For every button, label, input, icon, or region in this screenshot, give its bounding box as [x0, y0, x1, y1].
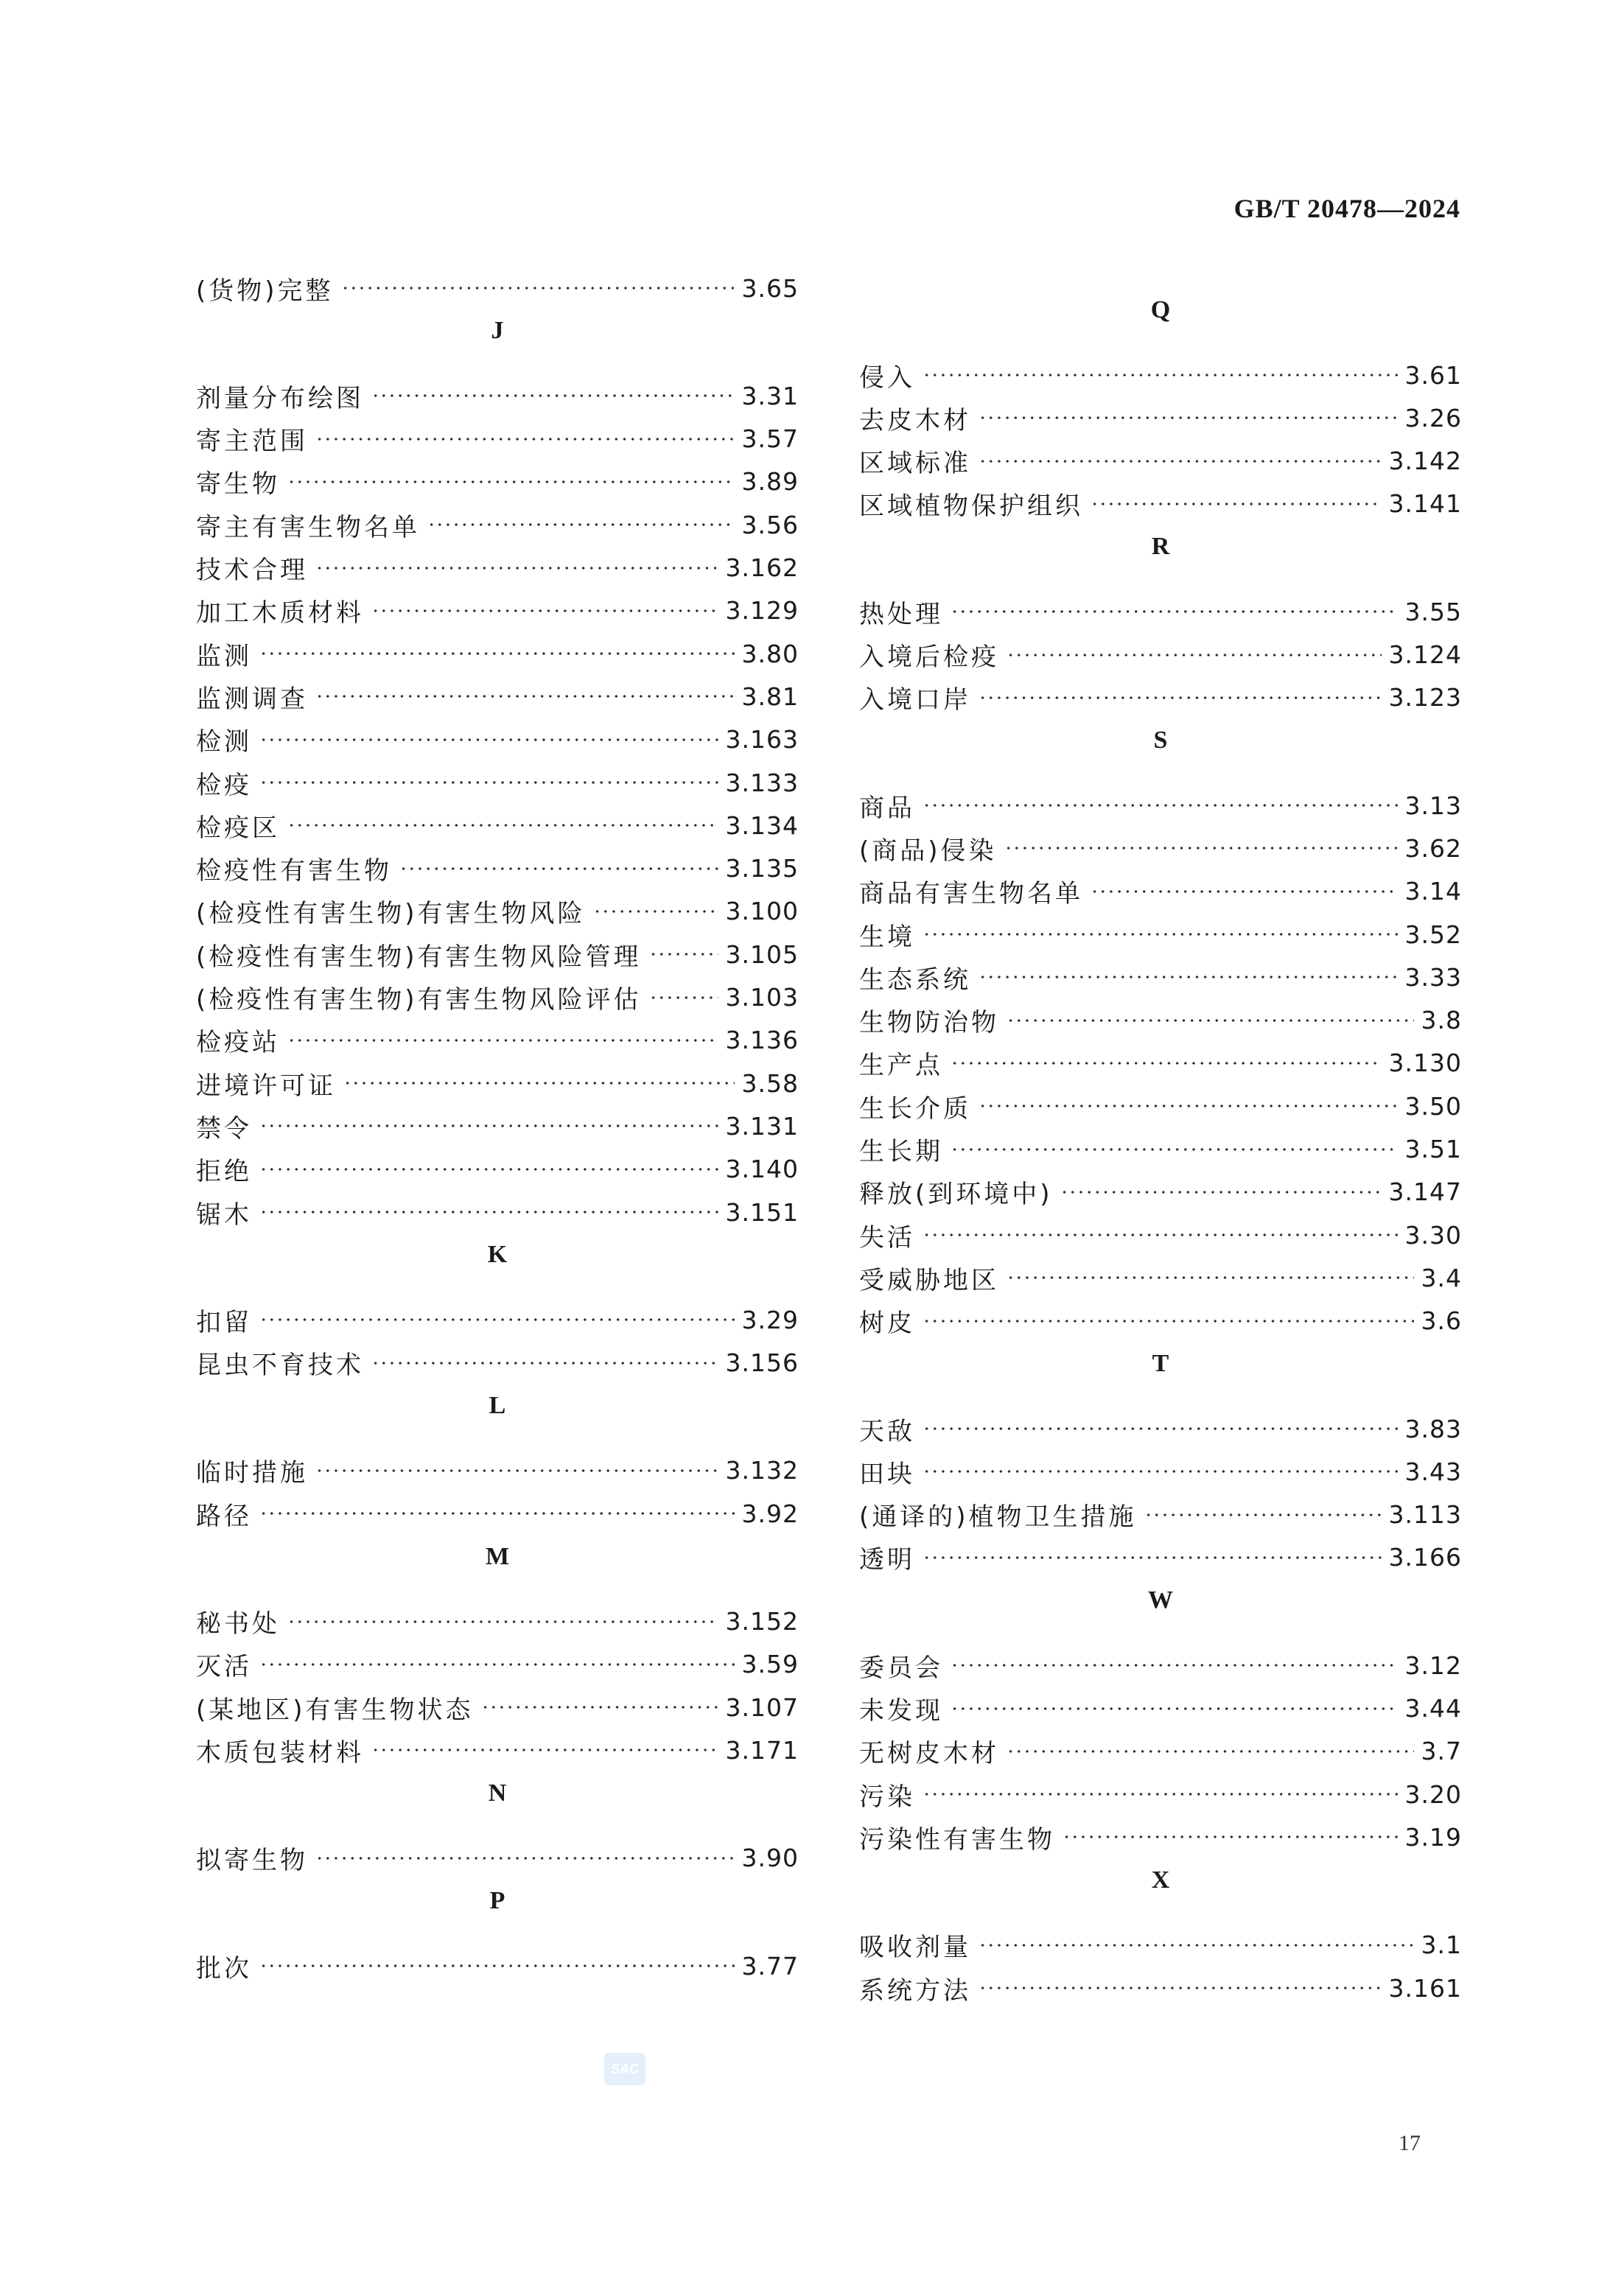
index-ref-number: 3.131: [725, 1111, 799, 1141]
index-term: 树皮: [859, 1309, 915, 1339]
index-ref-number: 3.31: [741, 381, 799, 410]
index-entry: [196, 1019, 799, 1062]
index-entry: [196, 1643, 799, 1686]
index-ref-number: 3.77: [741, 1951, 799, 1981]
index-term: 昆虫不育技术: [196, 1351, 364, 1381]
index-entry: [196, 374, 799, 417]
dot-leader: [287, 1620, 718, 1623]
index-entry: [196, 503, 799, 546]
index-entry: [859, 396, 1462, 439]
index-term: 透明: [859, 1545, 915, 1575]
section-letter: S: [1153, 727, 1168, 755]
index-term: 入境口岸: [859, 685, 971, 715]
index-ref-number: 3.58: [741, 1068, 799, 1098]
dot-leader: [923, 1233, 1398, 1236]
index-term: 批次: [196, 1953, 252, 1984]
section-letter: J: [491, 317, 504, 345]
index-term: 释放(到环境中): [859, 1180, 1053, 1210]
dot-leader: [343, 1082, 735, 1085]
index-entry: [859, 1214, 1462, 1256]
index-term: 生长期: [859, 1137, 943, 1166]
sac-watermark-logo: SAC: [604, 2053, 645, 2085]
dot-leader: [287, 480, 735, 483]
index-term: 检疫性有害生物: [196, 856, 392, 886]
index-ref-number: 3.103: [725, 983, 799, 1012]
dot-leader: [371, 609, 718, 612]
index-ref-number: 3.52: [1404, 920, 1462, 949]
index-entry: [196, 1492, 799, 1535]
dot-leader: [923, 1470, 1398, 1473]
dot-leader: [1007, 1019, 1414, 1022]
index-entry: [859, 784, 1462, 827]
index-term: 去皮木材: [859, 405, 971, 435]
dot-leader: [259, 1211, 718, 1214]
index-ref-number: 3.8: [1421, 1006, 1462, 1035]
index-ref-number: 3.107: [725, 1692, 799, 1722]
index-term: 区域标准: [859, 449, 971, 479]
dot-leader: [923, 1556, 1382, 1559]
index-ref-number: 3.140: [725, 1155, 799, 1184]
index-entry: [196, 890, 799, 933]
index-entry: [859, 913, 1462, 956]
index-ref-number: 3.151: [725, 1197, 799, 1227]
index-ref-number: 3.132: [725, 1456, 799, 1485]
section-letter: P: [489, 1887, 505, 1914]
index-ref-number: 3.30: [1404, 1220, 1462, 1250]
index-entry: [859, 676, 1462, 719]
index-term: 检疫: [196, 770, 252, 800]
index-entry: [859, 827, 1462, 869]
index-ref-number: 3.123: [1388, 683, 1462, 713]
index-entry: [196, 1148, 799, 1191]
index-term: 寄主有害生物名单: [196, 512, 420, 542]
section-letter: R: [1151, 533, 1170, 561]
index-entry: [859, 999, 1462, 1042]
index-entry: [859, 1494, 1462, 1536]
dot-leader: [1091, 890, 1398, 893]
index-term: 生物防治物: [859, 1008, 999, 1038]
dot-leader: [399, 867, 718, 870]
index-ref-number: 3.166: [1388, 1543, 1462, 1572]
index-term: (检疫性有害生物)有害生物风险评估: [196, 985, 642, 1015]
index-term: 秘书处: [196, 1609, 280, 1639]
index-entry: [859, 440, 1462, 483]
index-entry: [859, 483, 1462, 525]
index-entry: [196, 1729, 799, 1771]
index-entry: [196, 461, 799, 503]
index-entry: [196, 718, 799, 761]
index-term: 进境许可证: [196, 1071, 336, 1101]
index-ref-number: 3.19: [1404, 1822, 1462, 1852]
index-entry: [196, 418, 799, 461]
dot-leader: [371, 394, 735, 397]
dot-leader: [923, 804, 1398, 807]
dot-leader: [979, 416, 1398, 419]
dot-leader: [649, 953, 718, 956]
dot-leader: [979, 1944, 1414, 1947]
section-letter: M: [485, 1542, 510, 1570]
index-term: (通译的)植物卫生措施: [859, 1502, 1137, 1533]
index-ref-number: 3.62: [1404, 833, 1462, 863]
index-entry: [859, 634, 1462, 676]
index-term: 生境: [859, 922, 915, 952]
dot-leader: [481, 1706, 718, 1709]
index-ref-number: 3.90: [741, 1844, 799, 1873]
dot-leader: [427, 523, 735, 526]
index-ref-number: 3.50: [1404, 1091, 1462, 1121]
index-ref-number: 3.171: [725, 1735, 799, 1765]
index-entry: [196, 1191, 799, 1233]
dot-leader: [371, 1362, 718, 1365]
index-entry: [196, 675, 799, 718]
dot-leader: [951, 1664, 1398, 1667]
index-term: (某地区)有害生物状态: [196, 1695, 474, 1725]
index-ref-number: 3.1: [1421, 1930, 1462, 1960]
index-entry: [859, 1773, 1462, 1816]
dot-leader: [923, 933, 1398, 936]
index-entry: [859, 590, 1462, 633]
index-entry: [196, 1600, 799, 1643]
dot-leader: [259, 1512, 735, 1515]
index-entry: [196, 632, 799, 675]
index-term: 检疫站: [196, 1028, 280, 1058]
index-term: 监测调查: [196, 684, 308, 714]
index-term: 灭活: [196, 1652, 252, 1682]
index-ref-number: 3.12: [1404, 1650, 1462, 1680]
index-entry: [859, 1256, 1462, 1299]
dot-leader: [259, 1964, 735, 1967]
index-entry: [196, 1837, 799, 1880]
dot-leader: [649, 996, 718, 999]
dot-leader: [259, 652, 735, 655]
dot-leader: [979, 1105, 1398, 1107]
index-term: 商品有害生物名单: [859, 879, 1083, 909]
index-entry: [859, 1730, 1462, 1773]
index-ref-number: 3.4: [1421, 1263, 1462, 1292]
index-term: 检疫区: [196, 813, 280, 843]
dot-leader: [923, 1793, 1398, 1796]
index-term: 田块: [859, 1459, 915, 1489]
dot-leader: [315, 695, 735, 698]
dot-leader: [593, 910, 718, 913]
index-term: 商品: [859, 793, 915, 823]
section-letter: N: [488, 1779, 507, 1807]
index-entry: [859, 956, 1462, 998]
dot-leader: [259, 1168, 718, 1171]
section-letter: L: [489, 1391, 506, 1419]
index-term: 侵入: [859, 363, 915, 393]
dot-leader: [923, 374, 1398, 377]
index-ref-number: 3.113: [1388, 1500, 1462, 1530]
index-entry: [196, 804, 799, 847]
index-term: 入境后检疫: [859, 643, 999, 672]
dot-leader: [341, 287, 735, 290]
index-ref-number: 3.136: [725, 1026, 799, 1055]
index-entry: [196, 933, 799, 976]
index-entry: [859, 1450, 1462, 1493]
dot-leader: [1007, 654, 1382, 657]
index-term: 木质包装材料: [196, 1737, 364, 1768]
index-ref-number: 3.55: [1404, 597, 1462, 626]
index-term: 污染: [859, 1782, 915, 1812]
index-entry: [859, 1967, 1462, 2009]
index-entry: [196, 1686, 799, 1729]
index-term: 技术合理: [196, 556, 308, 585]
index-ref-number: 3.133: [725, 768, 799, 797]
index-ref-number: 3.80: [741, 639, 799, 668]
index-ref-number: 3.134: [725, 811, 799, 840]
index-term: 临时措施: [196, 1458, 308, 1488]
index-entry: [196, 267, 799, 309]
index-term: 寄生物: [196, 469, 280, 500]
index-term: 寄主范围: [196, 427, 308, 457]
index-ref-number: 3.51: [1404, 1135, 1462, 1163]
index-entry: [859, 1924, 1462, 1967]
index-entry: [859, 1687, 1462, 1730]
index-ref-number: 3.156: [725, 1348, 799, 1378]
dot-leader: [951, 1707, 1398, 1710]
index-ref-number: 3.59: [741, 1650, 799, 1679]
dot-leader: [923, 1320, 1414, 1323]
index-ref-number: 3.44: [1404, 1694, 1462, 1723]
index-ref-number: 3.163: [725, 725, 799, 755]
index-ref-number: 3.81: [741, 682, 799, 711]
section-letter: Q: [1150, 296, 1171, 323]
section-letter: W: [1148, 1586, 1173, 1614]
index-term: 拒绝: [196, 1157, 252, 1187]
index-entry: [196, 1342, 799, 1384]
index-entry: [859, 1171, 1462, 1214]
index-entry: [859, 1644, 1462, 1687]
index-ref-number: 3.65: [741, 273, 799, 303]
index-ref-number: 3.147: [1388, 1177, 1462, 1207]
index-entry: [859, 1300, 1462, 1342]
dot-leader: [923, 1427, 1398, 1430]
index-ref-number: 3.142: [1388, 447, 1462, 476]
index-ref-number: 3.6: [1421, 1306, 1462, 1336]
index-term: 锯木: [196, 1200, 252, 1230]
index-ref-number: 3.14: [1404, 877, 1462, 906]
index-entry: [196, 761, 799, 804]
index-entry: [859, 1085, 1462, 1127]
dot-leader: [315, 438, 735, 441]
index-entry: [196, 1449, 799, 1492]
index-ref-number: 3.161: [1388, 1973, 1462, 2003]
dot-leader: [1007, 1276, 1414, 1279]
dot-leader: [1060, 1191, 1382, 1194]
dot-leader: [287, 1039, 718, 1042]
index-term: 路径: [196, 1501, 252, 1531]
dot-leader: [979, 460, 1382, 463]
index-term: 失活: [859, 1222, 915, 1253]
index-term: 检测: [196, 727, 252, 757]
index-entry: [196, 1298, 799, 1341]
index-ref-number: 3.152: [725, 1607, 799, 1636]
dot-leader: [259, 1318, 735, 1321]
dot-leader: [259, 1663, 735, 1666]
index-term: 委员会: [859, 1653, 943, 1683]
dot-leader: [259, 738, 718, 741]
index-term: 无树皮木材: [859, 1739, 999, 1769]
dot-leader: [259, 1124, 718, 1127]
dot-leader: [979, 1986, 1382, 1989]
dot-leader: [1007, 1750, 1414, 1753]
index-entry: [859, 1407, 1462, 1450]
index-term: 吸收剂量: [859, 1933, 971, 1963]
dot-leader: [1091, 503, 1382, 505]
dot-leader: [951, 610, 1398, 613]
index-entry: [859, 1816, 1462, 1858]
standard-code: GB/T 20478—2024: [1233, 194, 1460, 223]
section-letter: K: [487, 1241, 508, 1269]
dot-leader: [979, 696, 1382, 699]
section-letter: T: [1152, 1350, 1169, 1377]
index-term: 扣留: [196, 1307, 252, 1337]
index-term: 拟寄生物: [196, 1846, 308, 1876]
index-entry: [859, 1536, 1462, 1579]
index-term: (检疫性有害生物)有害生物风险: [196, 899, 586, 929]
index-entry: [196, 1944, 799, 1987]
index-term: 区域植物保护组织: [859, 491, 1083, 522]
index-ref-number: 3.105: [725, 939, 799, 969]
index-ref-number: 3.124: [1388, 640, 1462, 669]
index-term: 受威胁地区: [859, 1265, 999, 1295]
index-term: 系统方法: [859, 1975, 971, 2006]
dot-leader: [979, 976, 1398, 979]
index-ref-number: 3.61: [1404, 360, 1462, 390]
index-ref-number: 3.141: [1388, 489, 1462, 519]
index-term: (货物)完整: [196, 276, 334, 306]
index-ref-number: 3.130: [1388, 1049, 1462, 1078]
dot-leader: [1063, 1835, 1398, 1838]
dot-leader: [287, 824, 718, 827]
index-ref-number: 3.89: [741, 467, 799, 497]
index-ref-number: 3.92: [741, 1499, 799, 1528]
dot-leader: [371, 1748, 718, 1751]
index-entry: [859, 870, 1462, 913]
dot-leader: [315, 567, 718, 570]
index-term: 天敌: [859, 1416, 915, 1446]
index-ref-number: 3.33: [1404, 962, 1462, 992]
index-entry: [196, 1105, 799, 1147]
index-ref-number: 3.135: [725, 854, 799, 883]
index-entry: [196, 847, 799, 890]
index-entry: [196, 589, 799, 632]
index-entry: [859, 1128, 1462, 1171]
index-term: (商品)侵染: [859, 836, 997, 866]
section-letter: X: [1151, 1866, 1170, 1894]
index-ref-number: 3.83: [1404, 1414, 1462, 1443]
index-term: 热处理: [859, 599, 943, 629]
dot-leader: [315, 1469, 718, 1472]
index-term: 禁令: [196, 1113, 252, 1144]
index-ref-number: 3.100: [725, 897, 799, 926]
dot-leader: [1144, 1513, 1382, 1516]
index-term: 污染性有害生物: [859, 1824, 1055, 1855]
index-term: 监测: [196, 641, 252, 671]
index-ref-number: 3.29: [741, 1305, 799, 1334]
index-ref-number: 3.26: [1404, 403, 1462, 433]
index-term: 生产点: [859, 1051, 943, 1081]
index-entry: [196, 547, 799, 589]
index-ref-number: 3.129: [725, 596, 799, 626]
dot-leader: [951, 1148, 1398, 1151]
index-entry: [859, 354, 1462, 396]
index-term: 生态系统: [859, 965, 971, 995]
dot-leader: [1004, 847, 1398, 850]
dot-leader: [315, 1857, 735, 1860]
index-ref-number: 3.43: [1404, 1457, 1462, 1486]
index-ref-number: 3.57: [741, 424, 799, 454]
index-term: 未发现: [859, 1696, 943, 1726]
index-entry: [196, 976, 799, 1019]
index-entry: [859, 1042, 1462, 1085]
index-term: 剂量分布绘图: [196, 383, 364, 413]
index-term: (检疫性有害生物)有害生物风险管理: [196, 942, 642, 972]
index-term: 生长介质: [859, 1093, 971, 1124]
index-ref-number: 3.162: [725, 553, 799, 582]
dot-leader: [259, 781, 718, 784]
page-number: 17: [1399, 2131, 1421, 2155]
index-ref-number: 3.7: [1421, 1737, 1462, 1766]
index-term: 加工木质材料: [196, 598, 364, 629]
index-ref-number: 3.13: [1404, 791, 1462, 820]
index-ref-number: 3.56: [741, 510, 799, 539]
index-entry: [196, 1062, 799, 1105]
index-ref-number: 3.20: [1404, 1779, 1462, 1809]
dot-leader: [951, 1062, 1382, 1065]
